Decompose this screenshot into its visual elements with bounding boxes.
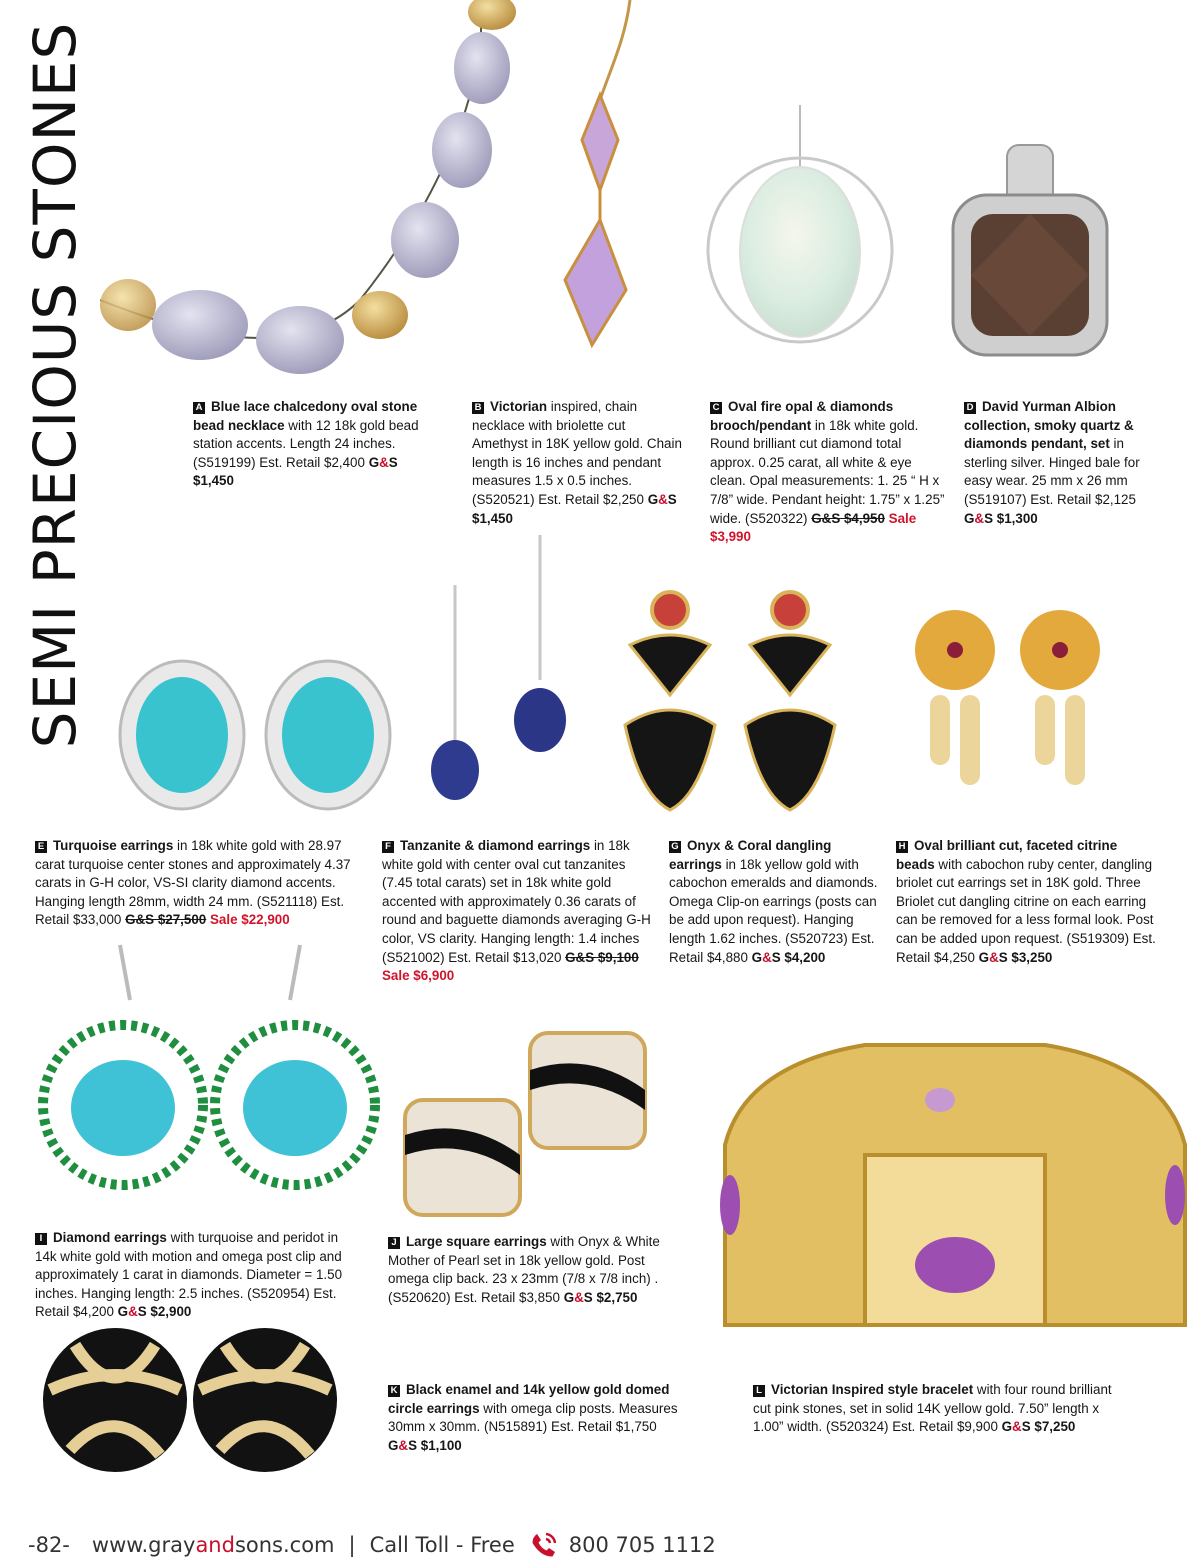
product-image-h-citrine-earrings: [900, 600, 1120, 810]
gs-old-price: G&S $9,100: [565, 949, 639, 965]
gs-old-price: G&S $4,950: [811, 510, 885, 526]
page-footer: [28, 1530, 716, 1560]
item-text: with 12 18k gold bead station accents. Length 24 inches. (S519199) Est. Retail $2,400: [193, 417, 419, 470]
phone-icon: [529, 1530, 559, 1560]
item-c-description: [710, 398, 946, 547]
product-image-d-quartz-pendant: [945, 140, 1115, 360]
product-image-j-square-earrings: [395, 1025, 685, 1225]
item-title: Tanzanite & diamond earrings: [400, 838, 591, 853]
item-letter-badge: I: [35, 1233, 47, 1245]
item-j-description: [388, 1233, 668, 1307]
product-image-c-opal-brooch: [695, 100, 905, 360]
gs-price: G&S $2,900: [117, 1304, 192, 1320]
gs-price: G&S $1,100: [388, 1437, 462, 1453]
item-text: with omega clip posts. Measures 30mm x 30mm. (N515891) Est. Retail $1,750: [388, 1400, 678, 1435]
item-h-description: [896, 837, 1158, 967]
item-letter-badge: B: [472, 402, 484, 414]
item-title: Diamond earrings: [53, 1230, 167, 1245]
item-title: Victorian: [490, 399, 548, 414]
item-title: Black enamel and 14k yellow gold domed circle earrings: [388, 1382, 670, 1416]
item-a-description: [193, 398, 438, 491]
item-title: Large square earrings: [406, 1234, 547, 1249]
item-text: in 18k white gold with center oval cut tanzanites (7.45 total carats) set in 18k white gold accented with approximately 0.36 carats of round and baguette diamonds averaging G-H color, VS clarity. Hanging length: 1.4 inches (S521002) Est. Retail $13,020: [382, 838, 651, 965]
gs-price: G&S $7,250: [1001, 1419, 1076, 1435]
item-title: David Yurman Albion collection, smoky quartz & diamonds pendant, set: [964, 399, 1134, 452]
item-g-description: [669, 837, 879, 967]
item-k-description: [388, 1381, 680, 1455]
phone-number[interactable]: 800 705 1112: [568, 1533, 716, 1557]
section-title-text: SEMI PRECIOUS STONES: [21, 21, 89, 749]
item-text: with cabochon ruby center, dangling briolet cut earrings set in 18K gold. Three Briolet cut dangling citrine on each earring can be removed for a less formal look. Post can be added upon request. (S519309) Est. Retail $4,250: [896, 856, 1156, 965]
sale-price: Sale $22,900: [209, 912, 290, 928]
item-letter-badge: F: [382, 841, 394, 853]
gs-price: G&S $1,300: [964, 510, 1038, 526]
gs-price: G&S $1,450: [472, 491, 677, 526]
gs-price: G&S $2,750: [563, 1289, 638, 1305]
sale-price: Sale $6,900: [382, 968, 455, 984]
gs-price: G&S $4,200: [751, 949, 826, 965]
item-title: Oval brilliant cut, faceted citrine beads: [896, 838, 1118, 872]
gs-price: G&S $3,250: [978, 949, 1053, 965]
product-image-a-necklace: [100, 0, 520, 380]
product-image-g-onyx-coral-earrings: [620, 585, 860, 815]
item-d-description: [964, 398, 1166, 528]
item-title: Oval fire opal & diamonds brooch/pendant: [710, 399, 894, 433]
item-letter-badge: E: [35, 841, 47, 853]
page-number: -82-: [28, 1533, 70, 1557]
product-image-b-pendant: [530, 0, 670, 370]
item-letter-badge: K: [388, 1385, 400, 1397]
item-e-description: [35, 837, 360, 930]
gs-price: G&S $1,450: [193, 454, 398, 489]
item-text: inspired, chain necklace with briolette cut Amethyst in 18K yellow gold. Chain length is 16 inches and pendant measures 1.5 x 0.5 inches. (S520521) Est. Retail $2,250: [472, 399, 682, 507]
item-text: in sterling silver. Hinged bale for easy wear. 25 mm x 26 mm (S519107) Est. Retail $2,125: [964, 436, 1140, 507]
item-letter-badge: H: [896, 841, 908, 853]
item-i-description: [35, 1229, 360, 1322]
product-image-i-diamond-earrings: [35, 940, 385, 1210]
footer-separator: |: [348, 1533, 356, 1557]
item-text: in 18k yellow gold with cabochon emeralds and diamonds. Omega Clip-on earrings (posts can be add upon request). Hanging length 1.62 inches. (S520723) Est. Retail $4,880: [669, 856, 878, 965]
item-text: in 18k white gold. Round brilliant cut diamond total approx. 0.25 carat, all white & eye clean. Opal measurements: 1. 25 “ H x 7/8” wide. Pendant height: 1.75” x 1.25” wide. (S520322): [710, 417, 945, 526]
sale-price: Sale $3,990: [710, 510, 917, 545]
product-image-k-enamel-earrings: [40, 1320, 340, 1480]
item-letter-badge: A: [193, 402, 205, 414]
product-image-e-turquoise-earrings: [110, 655, 400, 815]
item-letter-badge: L: [753, 1385, 765, 1397]
call-label: Call Toll - Free: [369, 1533, 515, 1557]
item-title: Blue lace chalcedony oval stone bead necklace: [193, 399, 418, 433]
product-image-l-bracelet: [715, 1025, 1190, 1345]
item-title: Turquoise earrings: [53, 838, 174, 853]
item-letter-badge: C: [710, 402, 722, 414]
item-title: Onyx & Coral dangling earrings: [669, 838, 832, 872]
website-link[interactable]: www.grayandsons.com: [91, 1533, 335, 1557]
gs-old-price: G&S $27,500: [125, 912, 207, 928]
section-title: [20, 21, 90, 749]
item-text: with turquoise and peridot in 14k white gold with motion and omega post clip and approximately 1 carat in diamonds. Diameter = 1.50 inches. Hanging length: 2.5 inches. (S520954) Est. Retail $4,200: [35, 1230, 343, 1320]
item-l-description: [753, 1381, 1115, 1437]
item-title: Victorian Inspired style bracelet: [771, 1382, 974, 1397]
item-letter-badge: G: [669, 841, 681, 853]
product-image-f-tanzanite-earrings: [420, 530, 580, 810]
item-text: with four round brilliant cut pink stones, set in solid 14K yellow gold. 7.50” length x 1.00” width. (S520324) Est. Retail $9,900: [753, 1382, 1112, 1435]
item-f-description: [382, 837, 654, 986]
item-letter-badge: J: [388, 1237, 400, 1249]
item-text: with Onyx & White Mother of Pearl set in 18k yellow gold. Post omega clip back. 23 x 23mm (7/8 x 7/8 inch) . (S520620) Est. Retail $3,850: [388, 1234, 660, 1305]
item-b-description: [472, 398, 684, 528]
item-text: in 18k white gold with 28.97 carat turquoise center stones and approximately 4.37 carats in G-H color, VS-SI clarity diamond accents. Hanging length 28mm, width 24 mm. (S521118) Est. Retail $33,000: [35, 838, 351, 928]
item-letter-badge: D: [964, 402, 976, 414]
